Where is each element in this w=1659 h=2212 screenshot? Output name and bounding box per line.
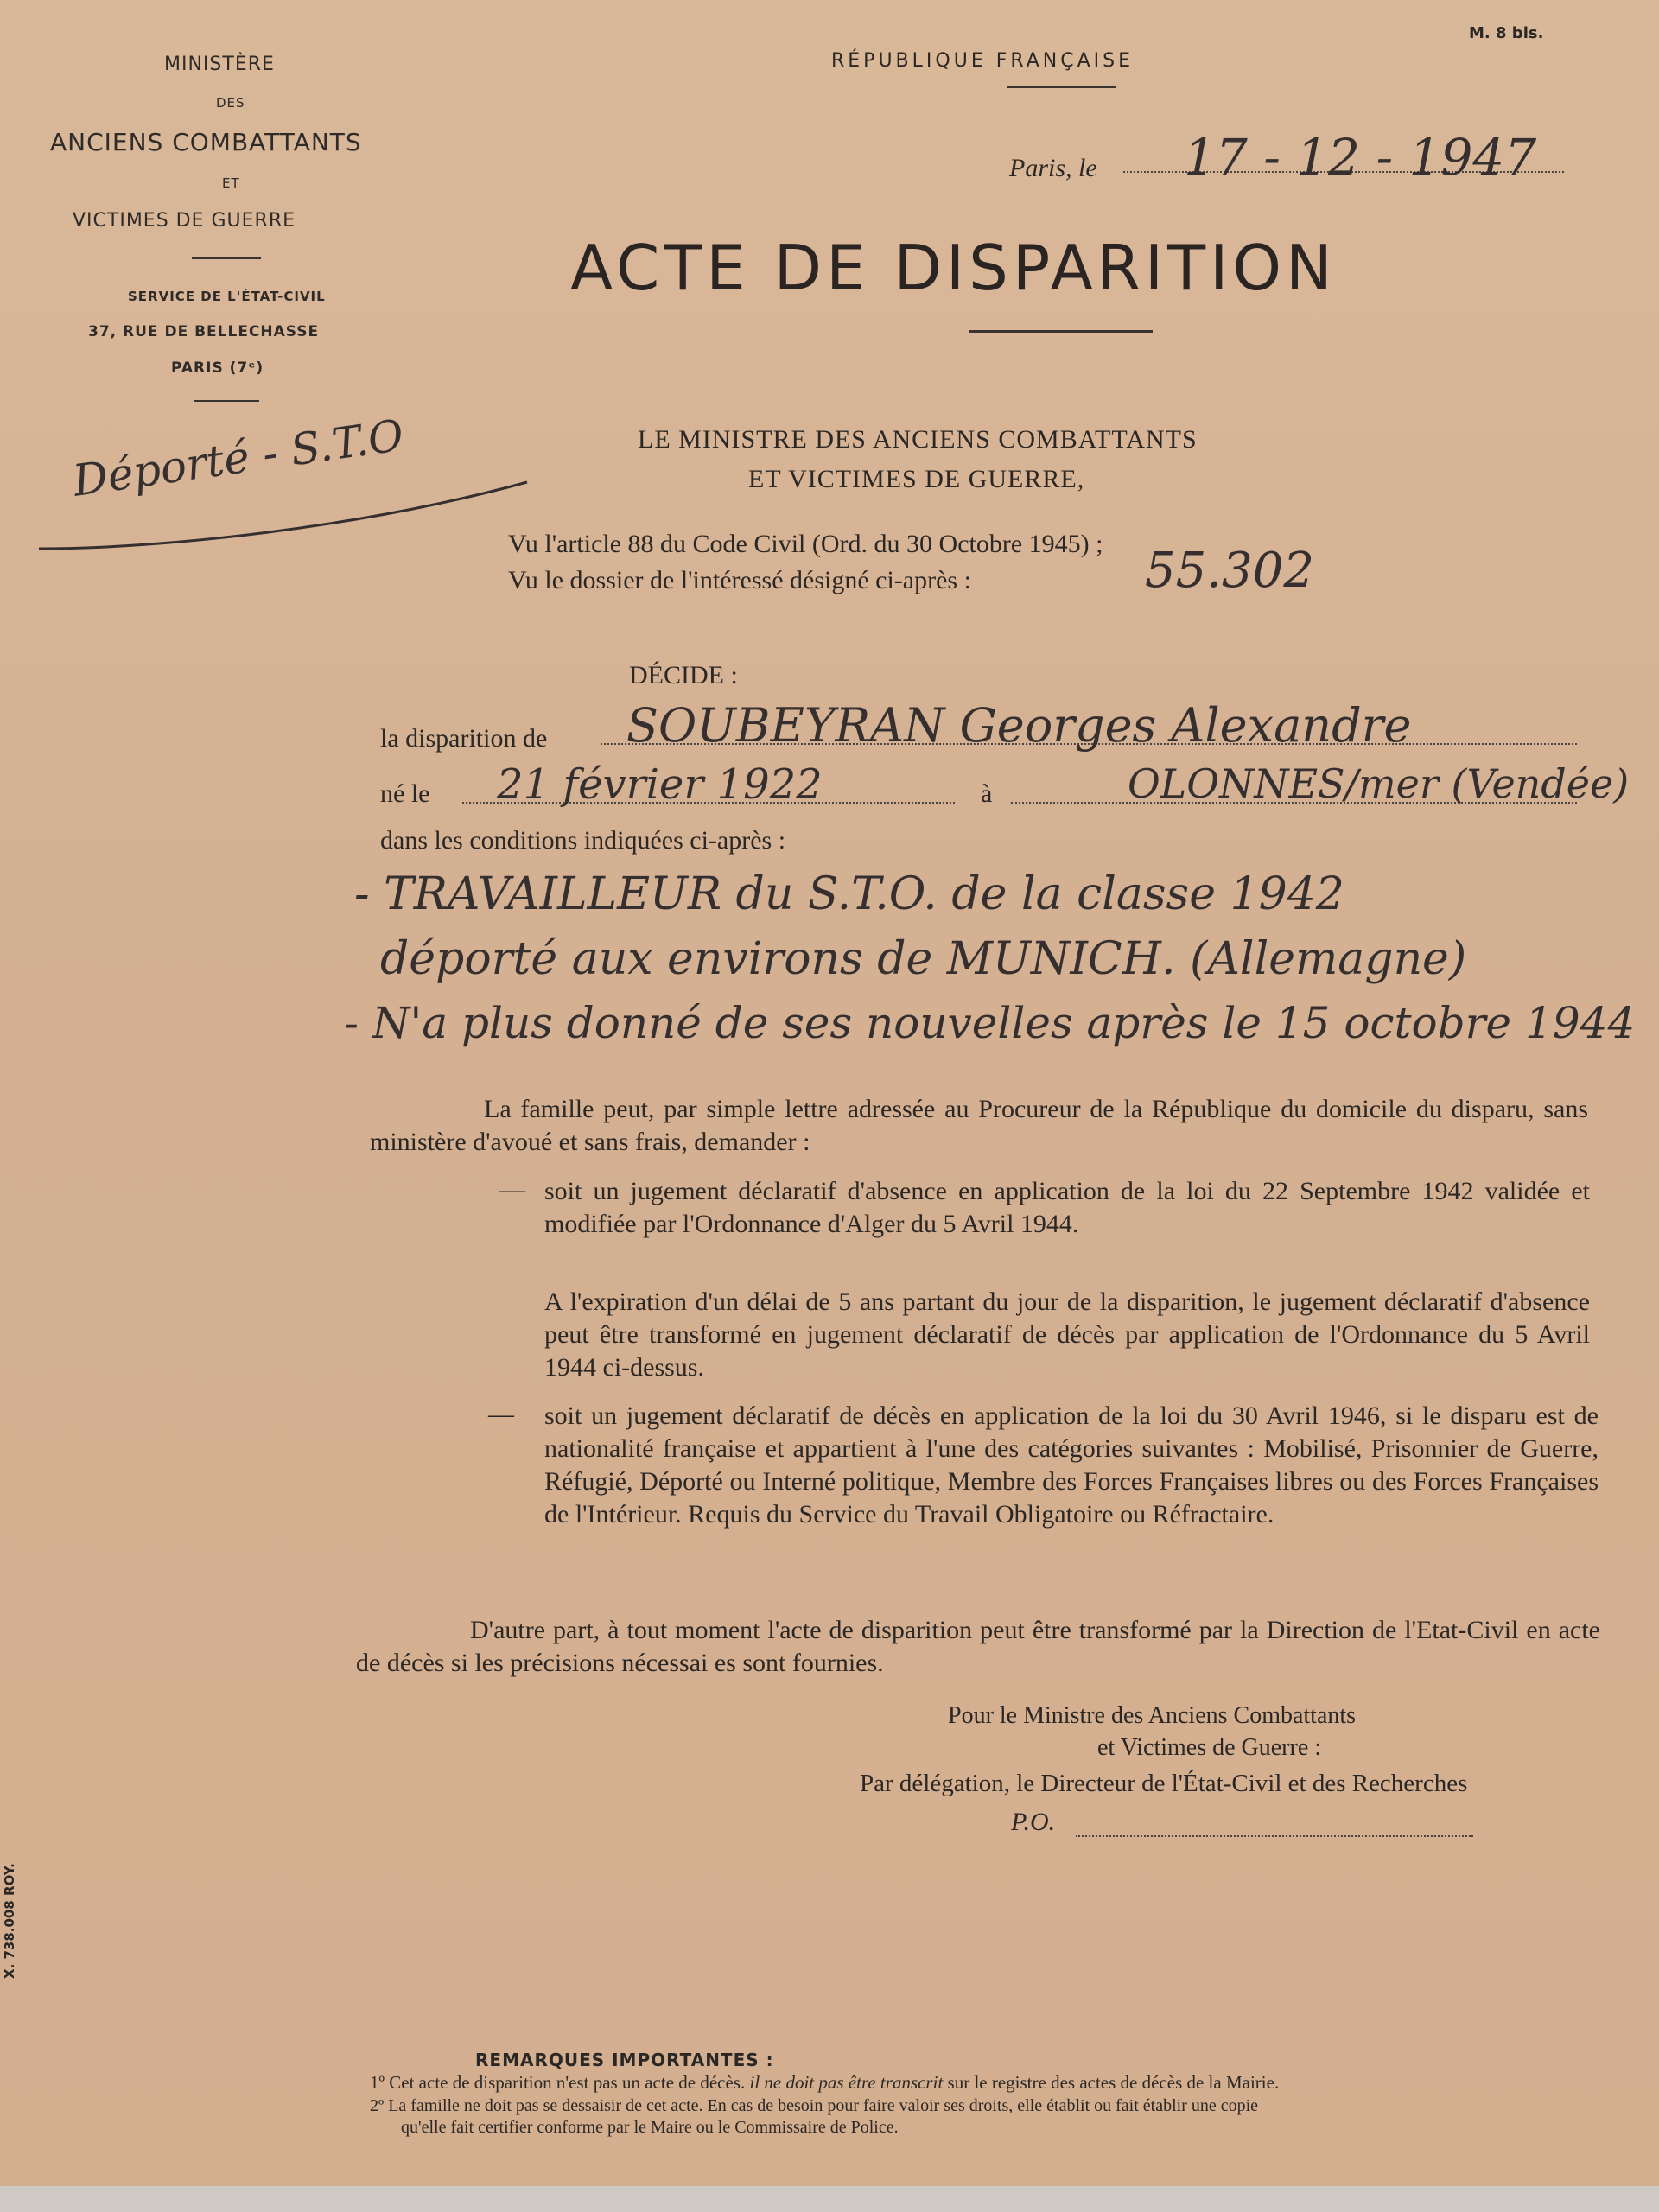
ministry-line-3: ANCIENS COMBATTANTS <box>50 128 362 156</box>
condition-line-1: - TRAVAILLEUR du S.T.O. de la classe 1942 <box>354 868 1344 920</box>
name-handwritten: SOUBEYRAN Georges Alexandre <box>626 698 1412 753</box>
disparition-label: la disparition de <box>380 724 548 753</box>
signature-line-3: Par délégation, le Directeur de l'État-Civil et des Recherches <box>860 1770 1468 1797</box>
vu-article: Vu l'article 88 du Code Civil (Ord. du 30 Octobre 1945) ; <box>508 530 1103 558</box>
ministry-line-4: ET <box>222 175 240 191</box>
service-city: PARIS (7ᵉ) <box>171 359 264 377</box>
page-bottom-edge <box>0 2186 1659 2212</box>
form-reference: M. 8 bis. <box>1469 24 1544 42</box>
page-title: ACTE DE DISPARITION <box>570 232 1337 304</box>
minister-line-2: ET VICTIMES DE GUERRE, <box>748 465 1085 493</box>
signature-line-1: Pour le Ministre des Anciens Combattants <box>948 1702 1357 1729</box>
republique-heading: RÉPUBLIQUE FRANÇAISE <box>831 50 1135 72</box>
printer-code: X. 738.008 ROY. <box>2 1863 17 1979</box>
signature-line-2: et Victimes de Guerre : <box>1097 1734 1322 1761</box>
at-label: à <box>981 779 993 808</box>
place-label: Paris, le <box>1009 154 1097 182</box>
legal-intro: La famille peut, par simple lettre adressée au Procureur de la République du domicile du disparu, sans ministère d'avoué et sans frais, demander : <box>370 1095 1588 1156</box>
ministry-line-1: MINISTÈRE <box>164 54 275 75</box>
legal-option-1-note: A l'expiration d'un délai de 5 ans partant du jour de la disparition, le jugement déclaratif d'absence peut être transformé en jugement déclaratif de décès par application de l'Ordonnance du 5 Avril 1944 ci-dessus. <box>544 1287 1590 1382</box>
dash-1: — <box>499 1175 525 1204</box>
conditions-label: dans les conditions indiquées ci-après : <box>380 826 786 855</box>
po-label: P.O. <box>1011 1808 1056 1836</box>
header-divider <box>192 257 261 259</box>
remark-2-line-1: 2º La famille ne doit pas se dessaisir de cet acte. En cas de besoin pour faire valoir ses droits, elle établit ou fait établir une copie <box>370 2096 1259 2115</box>
ministry-line-2: DES <box>216 95 245 111</box>
dossier-number-handwritten: 55.302 <box>1145 543 1314 599</box>
dash-2: — <box>488 1400 514 1428</box>
remark-2-line-2: qu'elle fait certifier conforme par le Maire ou le Commissaire de Police. <box>401 2118 899 2137</box>
signature-line <box>1076 1835 1473 1837</box>
condition-line-2: déporté aux environs de MUNICH. (Allemagne) <box>380 933 1467 985</box>
republique-underline <box>1007 86 1116 88</box>
title-underline <box>969 330 1153 333</box>
ministry-line-5: VICTIMES DE GUERRE <box>73 210 296 232</box>
legal-option-1: soit un jugement déclaratif d'absence en application de la loi du 22 Septembre 1942 validée et modifiée par l'Ordonnance d'Alger du 5 Avril 1944. <box>544 1177 1590 1238</box>
birth-date-handwritten: 21 février 1922 <box>497 760 823 809</box>
remark-1 <box>370 2072 1279 2093</box>
vu-dossier: Vu le dossier de l'intéressé désigné ci-après : <box>508 566 971 594</box>
service-label: SERVICE DE L'ÉTAT-CIVIL <box>128 289 326 304</box>
minister-line-1: LE MINISTRE DES ANCIENS COMBATTANTS <box>638 425 1198 454</box>
condition-line-3: - N'a plus donné de ses nouvelles après le 15 octobre 1944 <box>344 998 1636 1048</box>
remarks-title: REMARQUES IMPORTANTES : <box>475 2050 774 2070</box>
born-label: né le <box>380 779 430 808</box>
header-divider-2 <box>194 400 259 402</box>
decide-heading: DÉCIDE : <box>629 661 738 690</box>
legal-option-2: soit un jugement déclaratif de décès en application de la loi du 30 Avril 1946, si le disparu est de nationalité française et appartient à l'une des catégories suivantes : Mobilisé, Prisonnier de Guerre, Réfugié, Déporté ou Interné politique, Membre des Forces Françaises libres ou des Forces Françaises de l'Intérieur. Requis du Service du Travail Obligatoire ou Réfractaire. <box>544 1402 1599 1529</box>
remark-1-italic: il ne doit pas être transcrit <box>749 2072 944 2093</box>
remark-1-suffix: sur le registre des actes de décès de la Mairie. <box>947 2072 1280 2093</box>
birth-place-handwritten: OLONNES/mer (Vendée) <box>1128 760 1630 807</box>
service-address: 37, RUE DE BELLECHASSE <box>88 323 320 340</box>
legal-other: D'autre part, à tout moment l'acte de disparition peut être transformé par la Direction de l'Etat-Civil en acte de décès si les précisions nécessai es sont fournies. <box>356 1616 1600 1677</box>
date-handwritten: 17 - 12 - 1947 <box>1184 128 1537 187</box>
annotation-handwritten: Déporté - S.T.O <box>69 410 407 506</box>
annotation-underline <box>35 467 536 562</box>
remark-1-prefix: 1º Cet acte de disparition n'est pas un acte de décès. <box>370 2072 746 2093</box>
